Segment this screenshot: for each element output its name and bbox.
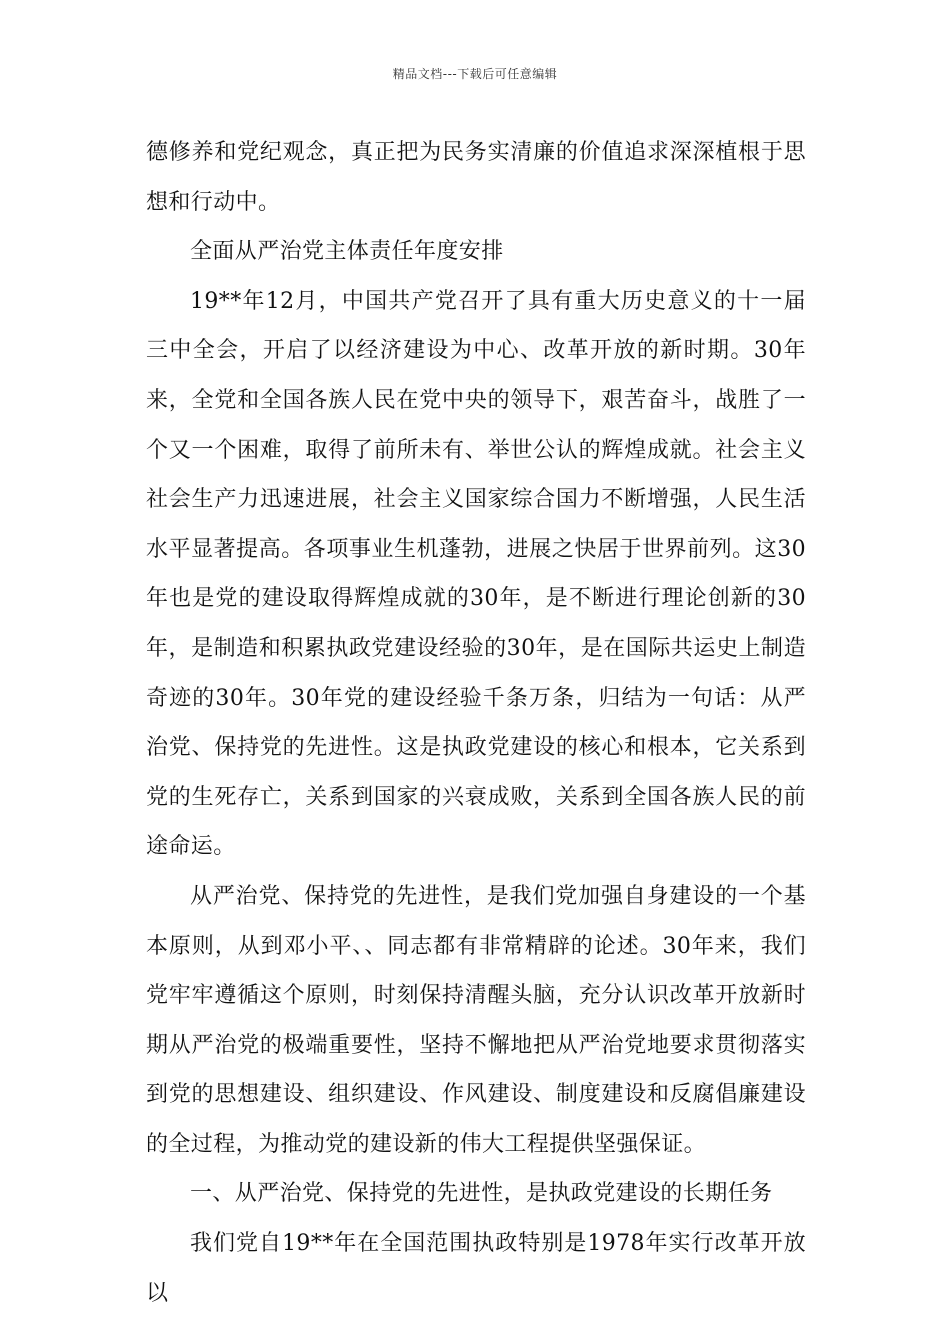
section-heading-one: 一、从严治党、保持党的先进性，是执政党建设的长期任务 [190,1181,773,1207]
paragraph-since-1978: 我们党自19**年在全国范围执政特别是1978年实行改革开放以 [146,1231,806,1306]
paragraph-principle: 从严治党、保持党的先进性，是我们党加强自身建设的一个基本原则，从到邓小平、、同志都有非常精辟的论述。30年来，我们党牢牢遵循这个原则，时刻保持清醒头脑，充分认识改革开放新时期从严治党的极端重要性，坚持不懈地把从严治党地要求贯彻落实到党的思想建设、组织建设、作风建设、制度建设和反腐倡廉建设的全过程，为推动党的建设新的伟大工程提供坚强保证。 [146,883,806,1157]
page-header-watermark: 精品文档---下载后可任意编辑 [392,67,558,81]
document-body [146,128,806,1318]
paragraph-history: 19**年12月，中国共产党召开了具有重大历史意义的十一届三中全会，开启了以经济建设为中心、改革开放的新时期。30年来，全党和全国各族人民在党中央的领导下，艰苦奋斗，战胜了一个又一个困难，取得了前所未有、举世公认的辉煌成就。社会主义社会生产力迅速进展，社会主义国家综合国力不断增强，人民生活水平显著提高。各项事业生机蓬勃，进展之快居于世界前列。这30年也是党的建设取得辉煌成就的30年，是不断进行理论创新的30年，是制造和积累执政党建设经验的30年，是在国际共运史上制造奇迹的30年。30年党的建设经验千条万条，归结为一句话：从严治党、保持党的先进性。这是执政党建设的核心和根本，它关系到党的生死存亡，关系到国家的兴衰成败，关系到全国各族人民的前途命运。 [146,288,806,860]
section-title: 全面从严治党主体责任年度安排 [190,239,504,265]
paragraph-continuation: 德修养和党纪观念，真正把为民务实清廉的价值追求深深植根于思想和行动中。 [146,140,806,215]
